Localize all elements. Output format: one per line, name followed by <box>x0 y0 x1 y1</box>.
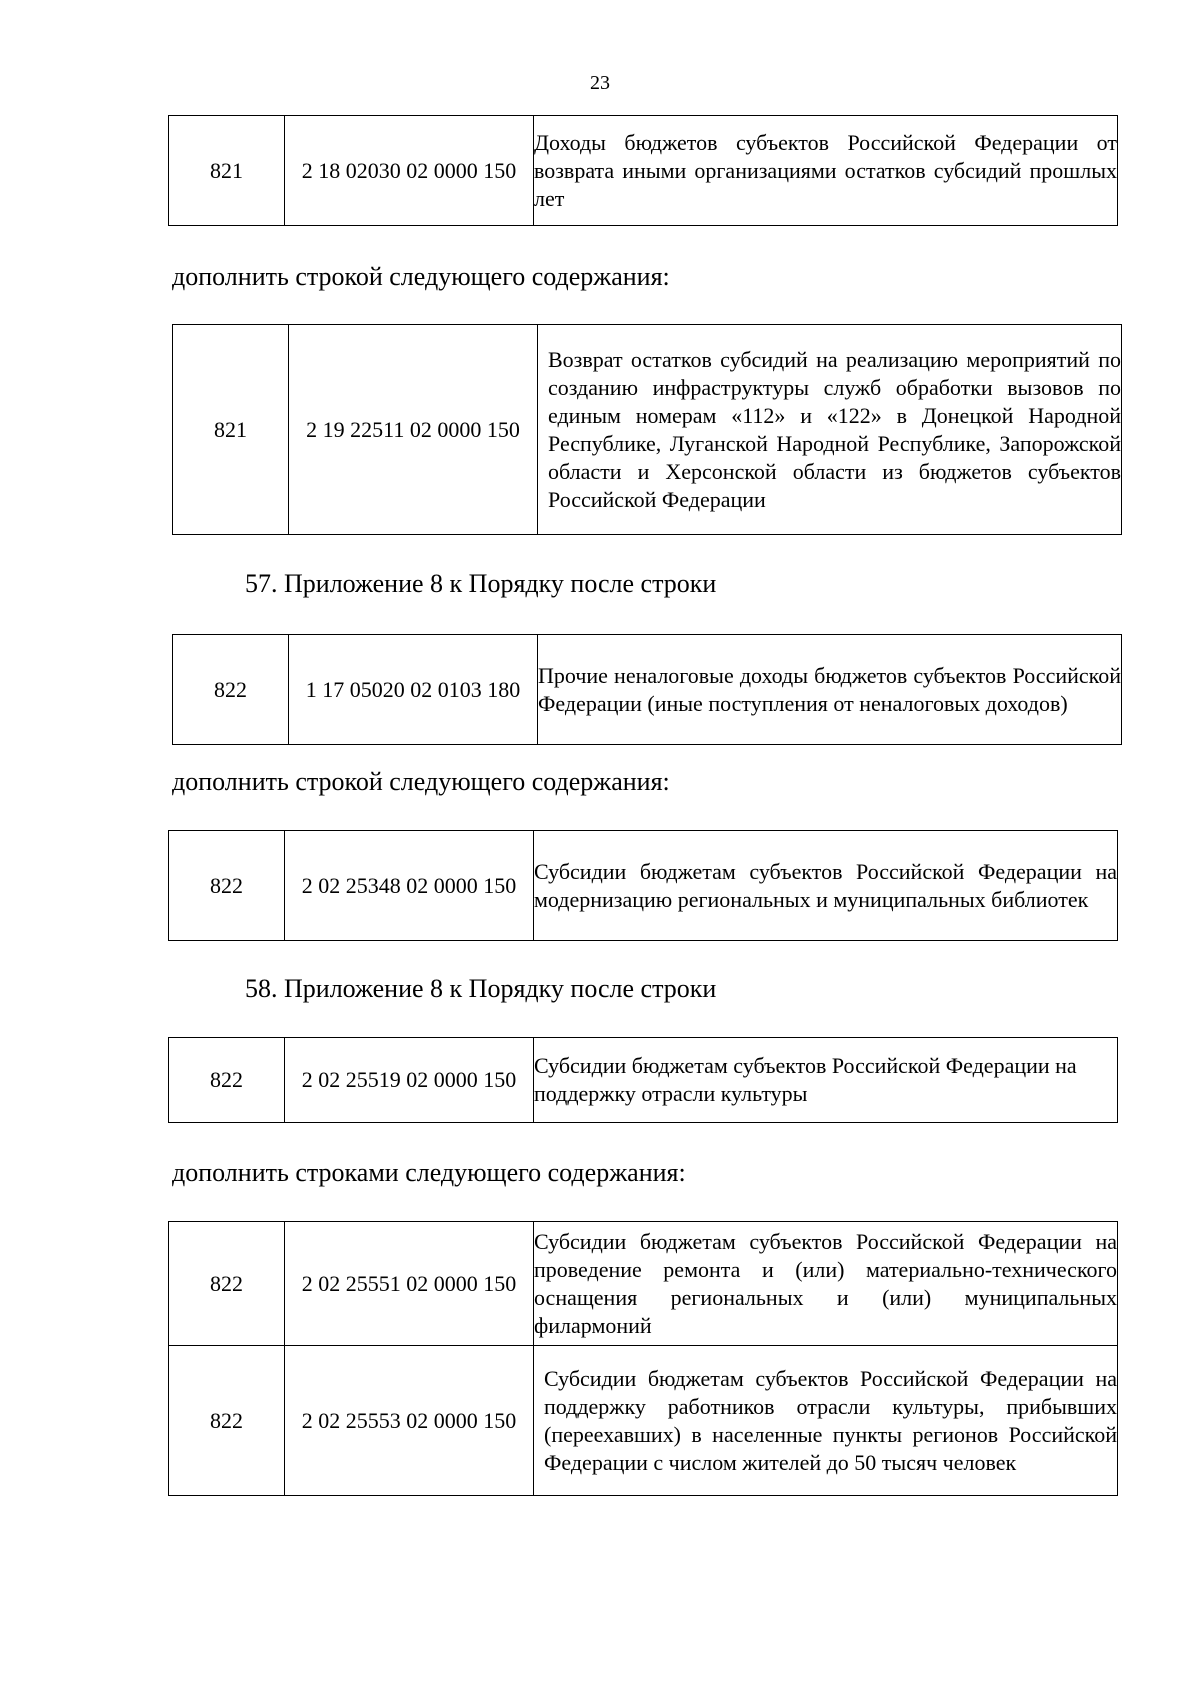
budget-table-1 <box>168 115 1118 226</box>
table-row <box>169 1222 1118 1346</box>
table-row <box>173 635 1122 745</box>
budget-code-cell: 2 02 25553 02 0000 150 <box>285 1346 534 1496</box>
admin-code-cell: 821 <box>173 325 289 535</box>
admin-code-cell: 822 <box>169 1346 285 1496</box>
admin-code-cell: 821 <box>169 116 285 226</box>
budget-table-3 <box>172 634 1122 745</box>
budget-table-6 <box>168 1221 1118 1496</box>
table-row <box>169 831 1118 941</box>
income-name-cell: Прочие неналоговые доходы бюджетов субъектов Российской Федерации (иные поступления от неналоговых доходов) <box>538 635 1122 745</box>
instruction-text: дополнить строкой следующего содержания: <box>172 767 670 796</box>
table-row <box>169 1038 1118 1123</box>
section-heading: 57. Приложение 8 к Порядку после строки <box>245 569 717 598</box>
table-row <box>169 1346 1118 1496</box>
admin-code-cell: 822 <box>173 635 289 745</box>
admin-code-cell: 822 <box>169 1038 285 1123</box>
instruction-text: дополнить строкой следующего содержания: <box>172 262 670 291</box>
income-name-cell: Субсидии бюджетам субъектов Российской Федерации на поддержку работников отрасли культуры, прибывших (переехавших) в населенные пункты регионов Российской Федерации с числом жителей до 50 тысяч человек <box>534 1346 1118 1496</box>
income-name-cell: Субсидии бюджетам субъектов Российской Федерации на модернизацию региональных и муниципальных библиотек <box>534 831 1118 941</box>
income-name-cell: Возврат остатков субсидий на реализацию мероприятий по созданию инфраструктуры служб обработки вызовов по единым номерам «112» и «122» в Донецкой Народной Республике, Луганской Народной Республике, Запорожской области и Херсонской области из бюджетов субъектов Российской Федерации <box>538 325 1122 535</box>
budget-code-cell: 2 02 25348 02 0000 150 <box>285 831 534 941</box>
table-row <box>169 116 1118 226</box>
section-heading: 58. Приложение 8 к Порядку после строки <box>245 974 717 1003</box>
budget-table-4 <box>168 830 1118 941</box>
income-name-cell: Субсидии бюджетам субъектов Российской Федерации на проведение ремонта и (или) материально-технического оснащения региональных и (или) муниципальных филармоний <box>534 1222 1118 1346</box>
budget-code-cell: 1 17 05020 02 0103 180 <box>289 635 538 745</box>
page-number: 23 <box>590 72 610 94</box>
budget-code-cell: 2 02 25551 02 0000 150 <box>285 1222 534 1346</box>
income-name-cell: Субсидии бюджетам субъектов Российской Федерации на поддержку отрасли культуры <box>534 1038 1118 1123</box>
budget-table-2 <box>172 324 1122 535</box>
admin-code-cell: 822 <box>169 1222 285 1346</box>
income-name-cell: Доходы бюджетов субъектов Российской Федерации от возврата иными организациями остатков субсидий прошлых лет <box>534 116 1118 226</box>
admin-code-cell: 822 <box>169 831 285 941</box>
budget-code-cell: 2 19 22511 02 0000 150 <box>289 325 538 535</box>
budget-code-cell: 2 18 02030 02 0000 150 <box>285 116 534 226</box>
table-row <box>173 325 1122 535</box>
budget-table-5 <box>168 1037 1118 1123</box>
instruction-text: дополнить строками следующего содержания: <box>172 1158 686 1187</box>
budget-code-cell: 2 02 25519 02 0000 150 <box>285 1038 534 1123</box>
